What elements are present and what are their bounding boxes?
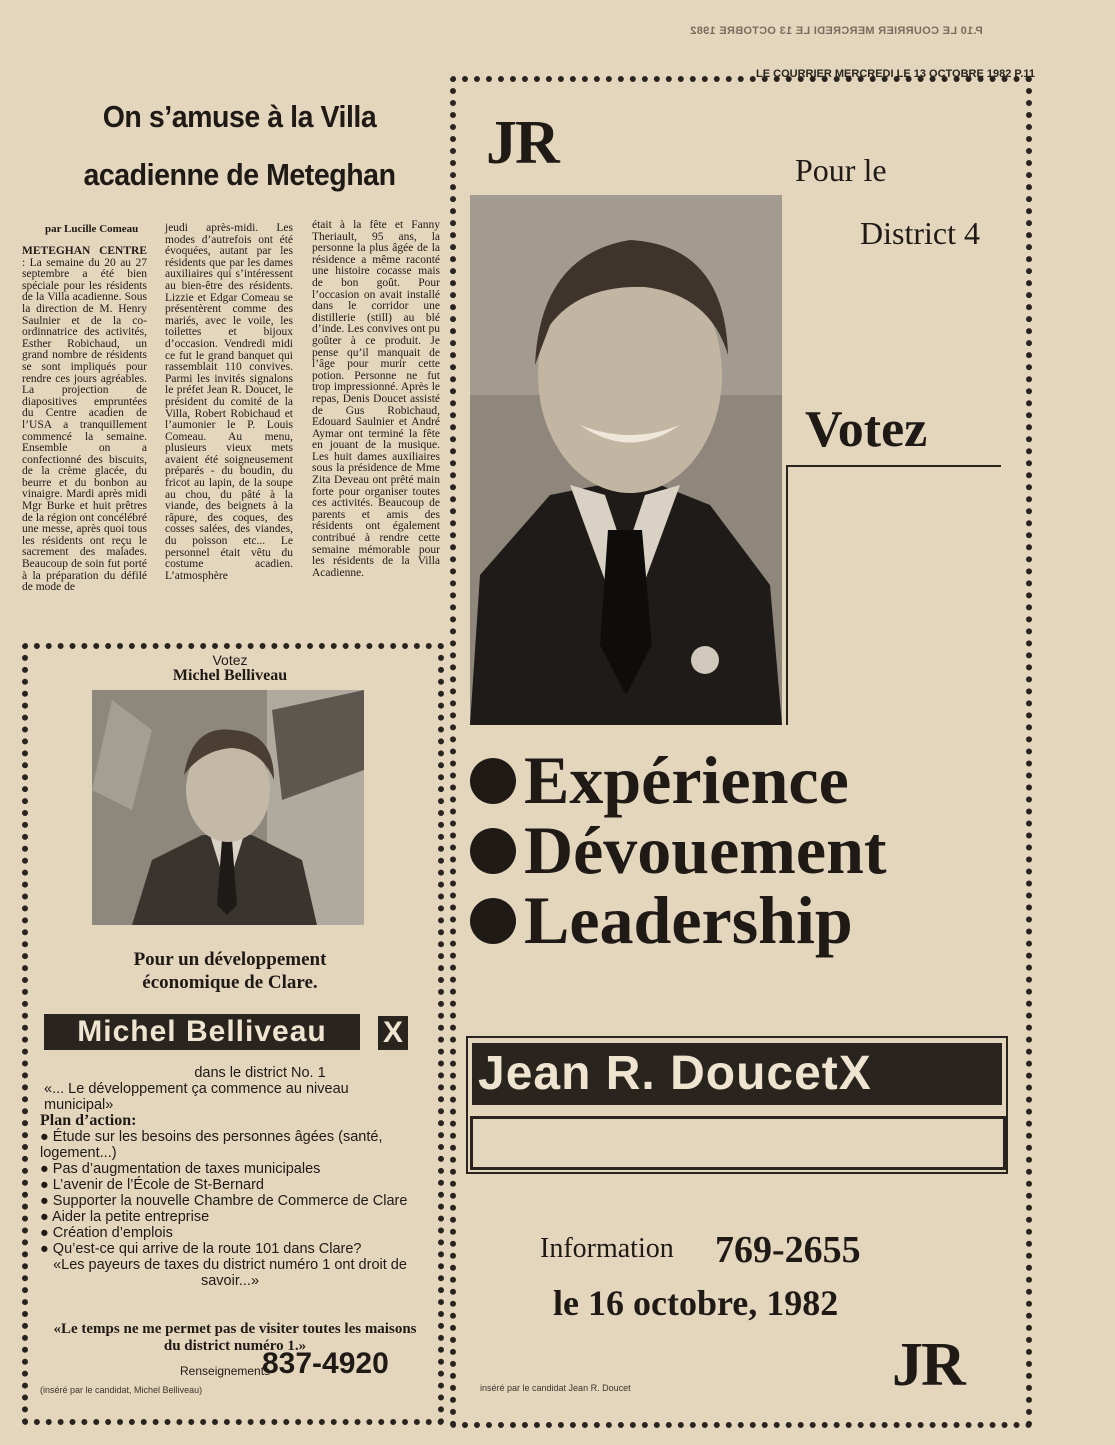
left-ad-candidate-name: Michel Belliveau xyxy=(172,667,288,684)
article-dateline: METEGHAN CENTRE xyxy=(22,245,147,257)
bullet-icon xyxy=(470,758,516,804)
left-ad-district: dans le district No. 1 xyxy=(194,1065,326,1081)
right-ad-corner-rule xyxy=(786,465,1001,467)
article-title-line2: acadienne de Meteghan xyxy=(83,157,396,192)
bullet-icon xyxy=(470,898,516,944)
right-ad-name-bar: Jean R. DoucetX xyxy=(472,1043,1002,1105)
plan-item: ● Étude sur les besoins des personnes âgées (santé, logement...) xyxy=(40,1129,383,1161)
left-ad-closing-quote: «Les payeurs de taxes du district numéro 1 ont droit de savoir...» xyxy=(53,1257,407,1289)
left-ad-plan-list xyxy=(40,1129,420,1257)
right-ad-info-label: Information xyxy=(540,1233,674,1264)
right-ad-inserted-by: inséré par le candidat Jean R. Doucet xyxy=(480,1383,631,1393)
right-ad-jr-top: JR xyxy=(486,109,558,177)
quality-item: Expérience xyxy=(470,745,887,815)
right-ad-corner-rule-v xyxy=(786,465,788,725)
quality-item: Leadership xyxy=(470,885,887,955)
right-ad-district: District 4 xyxy=(860,215,980,251)
left-ad-votez: Votez xyxy=(212,652,248,668)
article-title-line1: On s’amuse à la Villa xyxy=(102,99,377,134)
right-ad-qualities xyxy=(470,742,887,958)
article-column-3: était à la fête et Fanny Theriault, 95 ans, la personne la plus âgée de la résidence a même raconté une histoire cocasse mais de bon goût. Pour l’occasion on avait installé dans le corridor une distillerie (still) au blé d’inde. Les convives ont pu goûter à ce produit. Je pense qu’il manquait de l’âge pour murir cette potion. Personne ne fut trop impressionné. Après le repas, Denis Doucet assisté de Gus Robichaud, Edouard Saulnier et André Aymar ont terminé la fête en jouant de la musique. Les huit dames auxiliaires sous la présidence de Mme Zita Deveau ont prêté main forte pour organiser toutes ces activités. Beaucoup de parents et amis des résidents ont également contribué à rendre cette semaine mémorable pour les résidents de la Villa Acadienne. xyxy=(312,219,440,579)
left-ad-ballot-x: X xyxy=(378,1016,408,1050)
plan-item: ● Aider la petite entreprise xyxy=(40,1209,210,1225)
plan-item: ● L’avenir de l’École de St-Bernard xyxy=(40,1177,264,1193)
belliveau-portrait xyxy=(92,690,364,925)
plan-item: ● Supporter la nouvelle Chambre de Commerce de Clare xyxy=(40,1193,408,1209)
left-ad-tagline-1: Pour un développement xyxy=(133,949,327,970)
article-column-1 xyxy=(22,246,147,594)
right-ad-phone: 769-2655 xyxy=(715,1229,861,1271)
article-column-2: jeudi après-midi. Les modes d’autrefois ont été évoquées, autant par les résidents que par les dames auxiliaires qui s’intéressent au bien-être des résidents. Lizzie et Edgar Comeau se présentèrent comme des mariés, avec le voile, les toilettes et bijoux d’occasion. Vendredi midi ce fut le grand banquet qui rassemblait 110 convives. Parmi les invités signalons le préfet Jean R. Doucet, le président du comité de la Villa, Robert Robichaud et l’aumonier le P. Louis Comeau. Au menu, plusieurs vieux mets avaient été soigneusement préparés - du boudin, du fricot au lapin, de la soupe au chou, du pâté à la viande, des beignets à la râpure, des coques, des cosses salées, des viandes, du poisson etc... Le personnel était vêtu du costume acadien. L’atmosphère xyxy=(165,222,293,582)
bullet-icon xyxy=(470,828,516,874)
left-ad-bottom-quote: «Le temps ne me permet pas de visiter toutes les maisons du district numéro 1.» xyxy=(53,1321,417,1354)
quality-item: Dévouement xyxy=(470,815,887,885)
left-ad-tagline-2: économique de Clare. xyxy=(142,972,318,993)
article-byline: par Lucille Comeau xyxy=(45,223,139,235)
left-ad-tagline xyxy=(70,948,390,994)
article-col1-text: : La semaine du 20 au 27 septembre a été bien spéciale pour les résidents de la Villa acadienne. Sous la direction de M. Henry Saulnier et de la co-ordinnatrice des activités, Esther Robichaud, un grand nombre de résidents se sont impliqués pour rendre ces jours agréables. La projection de diapositives empruntées du Centre acadien de l’USA a tranquillement commencé la semaine. Ensemble on a confectionné des biscuits, de la crème glacée, du beurre et du bonbon au vinaigre. Mardi après midi Mgr Burke et huit prêtres de la région ont concélébré une messe, après quoi tous les résidents ont reçu le sacrement des malades. Beaucoup de soin fut porté à la préparation du défilé de mode de xyxy=(22,256,147,594)
left-ad-info-label: Renseignements xyxy=(180,1364,271,1378)
right-ad-votez: Votez xyxy=(805,401,928,458)
left-ad-phone: 837-4920 xyxy=(262,1347,389,1380)
left-ad-body xyxy=(40,1065,420,1289)
left-ad-inserted-by: (inséré par le candidat, Michel Belliveau) xyxy=(40,1385,203,1395)
plan-item: ● Pas d’augmentation de taxes municipales xyxy=(40,1161,321,1177)
left-ad-quote: «... Le développement ça commence au niveau municipal» xyxy=(44,1081,349,1113)
left-ad-name-bar: Michel Belliveau xyxy=(44,1014,360,1050)
plan-item: ● Qu’est-ce qui arrive de la route 101 dans Clare? xyxy=(40,1241,362,1257)
mirrored-header: P.10 LE COURRIER MERCREDI LE 13 OCTOBRE 1982 xyxy=(690,25,983,37)
right-ad-ballot-box xyxy=(470,1116,1006,1170)
belliveau-photo xyxy=(92,690,364,925)
doucet-photo xyxy=(470,195,782,725)
right-ad-date: le 16 octobre, 1982 xyxy=(553,1283,839,1323)
plan-item: ● Création d’emplois xyxy=(40,1225,173,1241)
page-header: LE COURRIER MERCREDI LE 13 OCTOBRE 1982 P.11 xyxy=(756,68,1035,80)
right-ad-jr-bottom: JR xyxy=(892,1331,964,1399)
left-ad-plan-title: Plan d’action: xyxy=(40,1112,137,1129)
article-title xyxy=(58,88,421,204)
right-ad-pour-le: Pour le xyxy=(795,152,887,188)
doucet-portrait xyxy=(470,195,782,725)
